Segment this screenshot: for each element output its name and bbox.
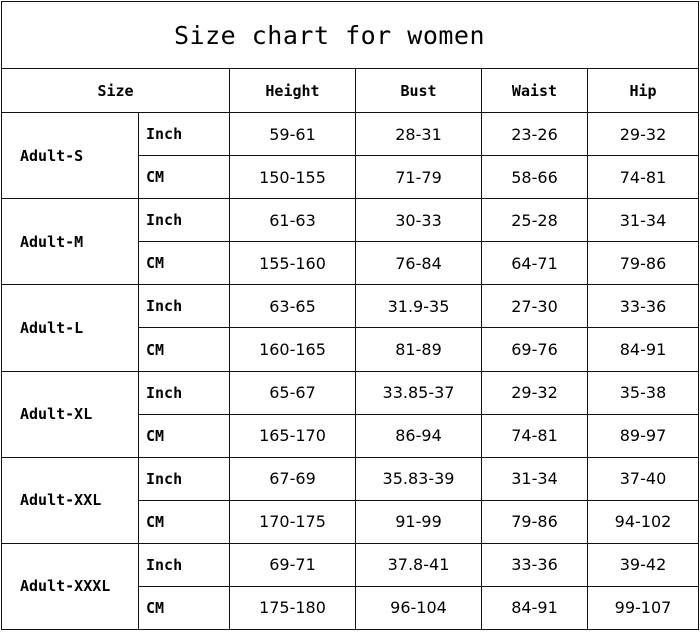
unit-label: CM (139, 414, 230, 457)
height-value: 165-170 (230, 414, 356, 457)
hip-value: 94-102 (588, 500, 699, 543)
table-row (2, 371, 699, 414)
unit-label: Inch (139, 371, 230, 414)
table-row (2, 285, 699, 328)
waist-value: 64-71 (482, 242, 588, 285)
waist-value: 25-28 (482, 199, 588, 242)
size-label: Adult-XXXL (2, 543, 139, 629)
unit-label: Inch (139, 543, 230, 586)
hip-value: 89-97 (588, 414, 699, 457)
hip-value: 39-42 (588, 543, 699, 586)
header-size: Size (2, 69, 230, 113)
bust-value: 91-99 (356, 500, 482, 543)
hip-value: 33-36 (588, 285, 699, 328)
waist-value: 79-86 (482, 500, 588, 543)
header-waist: Waist (482, 69, 588, 113)
height-value: 65-67 (230, 371, 356, 414)
table-row (2, 457, 699, 500)
bust-value: 28-31 (356, 113, 482, 156)
height-value: 69-71 (230, 543, 356, 586)
bust-value: 81-89 (356, 328, 482, 371)
hip-value: 35-38 (588, 371, 699, 414)
size-label: Adult-XL (2, 371, 139, 457)
hip-value: 31-34 (588, 199, 699, 242)
unit-label: Inch (139, 457, 230, 500)
header-row (2, 69, 699, 113)
waist-value: 27-30 (482, 285, 588, 328)
height-value: 67-69 (230, 457, 356, 500)
table-row (2, 113, 699, 156)
table-row (2, 543, 699, 586)
bust-value: 76-84 (356, 242, 482, 285)
bust-value: 86-94 (356, 414, 482, 457)
hip-value: 84-91 (588, 328, 699, 371)
unit-label: CM (139, 586, 230, 629)
size-chart-table (1, 1, 699, 630)
waist-value: 31-34 (482, 457, 588, 500)
bust-value: 71-79 (356, 156, 482, 199)
height-value: 150-155 (230, 156, 356, 199)
unit-label: CM (139, 242, 230, 285)
bust-value: 37.8-41 (356, 543, 482, 586)
waist-value: 29-32 (482, 371, 588, 414)
bust-value: 30-33 (356, 199, 482, 242)
header-hip: Hip (588, 69, 699, 113)
unit-label: CM (139, 156, 230, 199)
hip-value: 99-107 (588, 586, 699, 629)
height-value: 155-160 (230, 242, 356, 285)
size-label: Adult-S (2, 113, 139, 199)
waist-value: 74-81 (482, 414, 588, 457)
size-label: Adult-L (2, 285, 139, 371)
size-label: Adult-XXL (2, 457, 139, 543)
waist-value: 69-76 (482, 328, 588, 371)
height-value: 63-65 (230, 285, 356, 328)
title-row (2, 2, 699, 69)
height-value: 175-180 (230, 586, 356, 629)
height-value: 170-175 (230, 500, 356, 543)
header-bust: Bust (356, 69, 482, 113)
hip-value: 79-86 (588, 242, 699, 285)
bust-value: 31.9-35 (356, 285, 482, 328)
hip-value: 74-81 (588, 156, 699, 199)
height-value: 160-165 (230, 328, 356, 371)
waist-value: 58-66 (482, 156, 588, 199)
waist-value: 84-91 (482, 586, 588, 629)
header-height: Height (230, 69, 356, 113)
height-value: 59-61 (230, 113, 356, 156)
unit-label: CM (139, 328, 230, 371)
table-row (2, 199, 699, 242)
chart-title: Size chart for women (2, 2, 699, 69)
hip-value: 29-32 (588, 113, 699, 156)
hip-value: 37-40 (588, 457, 699, 500)
size-label: Adult-M (2, 199, 139, 285)
unit-label: Inch (139, 199, 230, 242)
bust-value: 96-104 (356, 586, 482, 629)
unit-label: Inch (139, 113, 230, 156)
unit-label: CM (139, 500, 230, 543)
waist-value: 23-26 (482, 113, 588, 156)
bust-value: 35.83-39 (356, 457, 482, 500)
bust-value: 33.85-37 (356, 371, 482, 414)
height-value: 61-63 (230, 199, 356, 242)
unit-label: Inch (139, 285, 230, 328)
waist-value: 33-36 (482, 543, 588, 586)
